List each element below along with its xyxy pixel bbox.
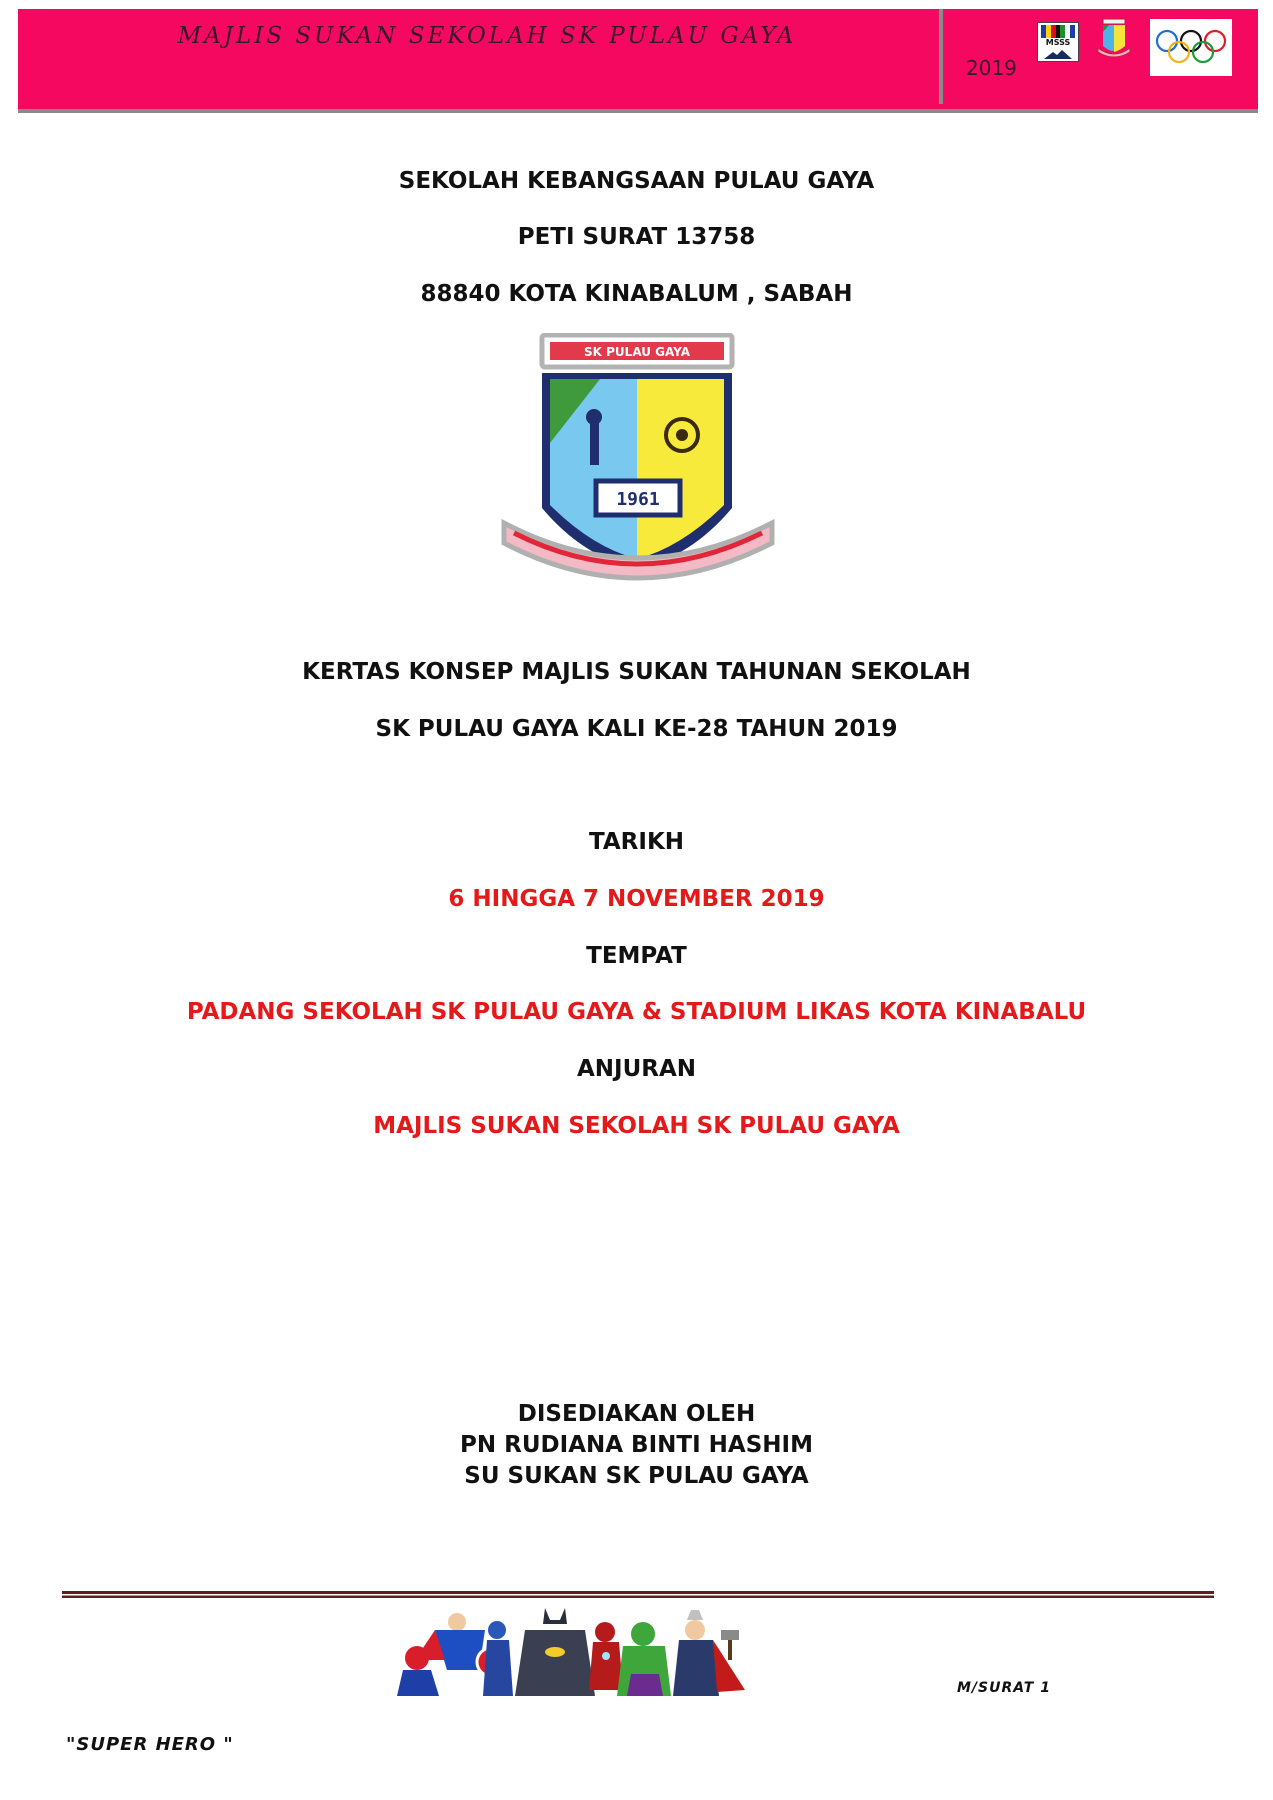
footer-tagline: "SUPER HERO " xyxy=(66,1734,234,1755)
footer-rule-inner xyxy=(62,1595,1214,1596)
header-divider xyxy=(939,9,943,104)
venue-value: PADANG SEKOLAH SK PULAU GAYA & STADIUM LIKAS KOTA KINABALU xyxy=(186,999,1087,1025)
po-box: PETI SURAT 13758 xyxy=(517,224,756,250)
mountain-icon xyxy=(1044,50,1072,59)
organizer-label: ANJURAN xyxy=(576,1056,697,1082)
prepared-by-name: PN RUDIANA BINTI HASHIM xyxy=(460,1432,813,1458)
olympic-rings-icon xyxy=(1150,19,1232,76)
venue-label: TEMPAT xyxy=(586,943,687,969)
header-band xyxy=(18,9,1258,113)
crest-banner-text: SK PULAU GAYA xyxy=(584,345,690,359)
prepared-by-label: DISEDIAKAN OLEH xyxy=(517,1401,756,1427)
date-value: 6 HINGGA 7 NOVEMBER 2019 xyxy=(448,886,825,912)
concept-paper-subtitle: SK PULAU GAYA KALI KE-28 TAHUN 2019 xyxy=(375,716,898,742)
superheroes-illustration-icon xyxy=(395,1600,755,1700)
msss-logo-icon xyxy=(1037,22,1079,62)
document-code: M/SURAT 1 xyxy=(957,1680,1051,1696)
organizer-value: MAJLIS SUKAN SEKOLAH SK PULAU GAYA xyxy=(373,1113,900,1139)
city-address: 88840 KOTA KINABALUM , SABAH xyxy=(420,281,853,307)
school-crest-small-icon xyxy=(1095,18,1133,60)
header-year: 2019 xyxy=(966,56,1017,80)
footer-rule xyxy=(62,1591,1214,1598)
prepared-by-role: SU SUKAN SK PULAU GAYA xyxy=(464,1463,809,1489)
concept-paper-title: KERTAS KONSEP MAJLIS SUKAN TAHUNAN SEKOLAH xyxy=(302,659,971,685)
msss-stripes xyxy=(1041,25,1075,38)
school-crest-icon xyxy=(500,333,776,588)
header-title: MAJLIS SUKAN SEKOLAH SK PULAU GAYA xyxy=(177,23,797,49)
date-label: TARIKH xyxy=(588,829,685,855)
crest-year-text: 1961 xyxy=(616,489,660,510)
msss-logo-text: MSSS xyxy=(1045,38,1071,47)
school-name: SEKOLAH KEBANGSAAN PULAU GAYA xyxy=(398,168,875,194)
